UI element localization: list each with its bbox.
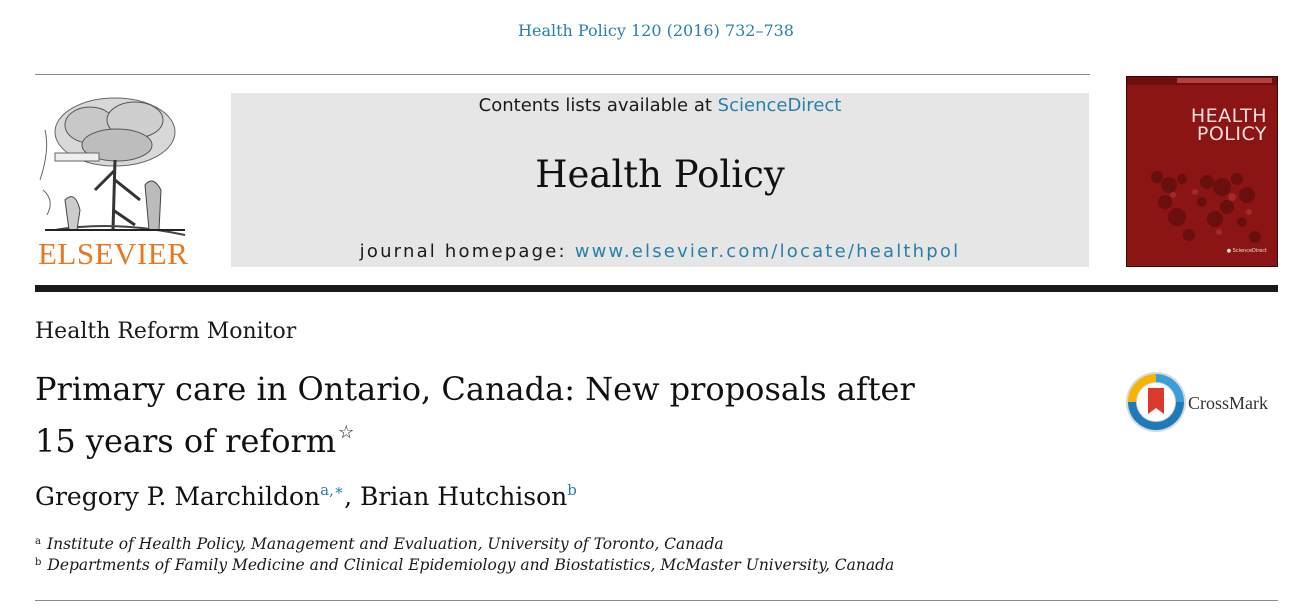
author-list <box>35 481 577 511</box>
affiliation-a <box>35 535 724 553</box>
header-divider <box>35 285 1278 292</box>
affiliation-b <box>35 556 894 574</box>
article-title <box>35 368 1035 463</box>
affiliation-mark: a <box>35 536 41 547</box>
crossmark-icon[interactable] <box>1124 370 1188 434</box>
contents-line <box>231 93 1089 116</box>
affiliation-text: Institute of Health Policy, Management and Evaluation, University of Toronto, Canada <box>46 535 724 553</box>
article-section: Health Reform Monitor <box>35 319 297 344</box>
journal-name: Health Policy <box>535 153 785 196</box>
title-footnote-star[interactable]: ☆ <box>338 422 355 443</box>
author-separator: , <box>344 482 360 511</box>
cover-title-line1: HEALTH <box>1190 105 1267 127</box>
cover-title-line2: POLICY <box>1196 123 1267 145</box>
contents-prefix: Contents lists available at <box>478 95 718 116</box>
crossmark-label[interactable]: CrossMark <box>1188 393 1268 413</box>
author-name: Brian Hutchison <box>359 482 568 511</box>
article-title-line1: Primary care in Ontario, Canada: New proposals after <box>35 370 915 408</box>
author-name: Gregory P. Marchildon <box>35 482 321 511</box>
cover-sciencedirect-mark: ● ScienceDirect <box>1226 248 1267 254</box>
affiliation-mark: b <box>35 557 42 568</box>
bottom-divider <box>35 600 1278 601</box>
cover-title <box>1191 107 1267 143</box>
journal-citation[interactable]: Health Policy 120 (2016) 732–738 <box>518 21 794 40</box>
article-title-line2 <box>35 411 1035 463</box>
sciencedirect-link[interactable]: ScienceDirect <box>717 95 842 116</box>
top-divider <box>35 74 1090 75</box>
homepage-line <box>231 241 1089 262</box>
article-title-line2-text: 15 years of reform <box>35 422 337 460</box>
homepage-prefix: journal homepage: <box>359 241 575 262</box>
elsevier-wordmark[interactable]: ELSEVIER <box>38 236 189 271</box>
homepage-link[interactable]: www.elsevier.com/locate/healthpol <box>574 241 961 262</box>
author-affiliation-link[interactable]: a,∗ <box>320 481 345 499</box>
author-affiliation-link[interactable]: b <box>567 481 577 499</box>
journal-cover-image[interactable] <box>1126 76 1278 267</box>
affiliation-text: Departments of Family Medicine and Clinical Epidemiology and Biostatistics, McMaster University, Canada <box>47 556 895 574</box>
journal-banner <box>231 93 1089 267</box>
cover-top-bar <box>1127 77 1277 85</box>
